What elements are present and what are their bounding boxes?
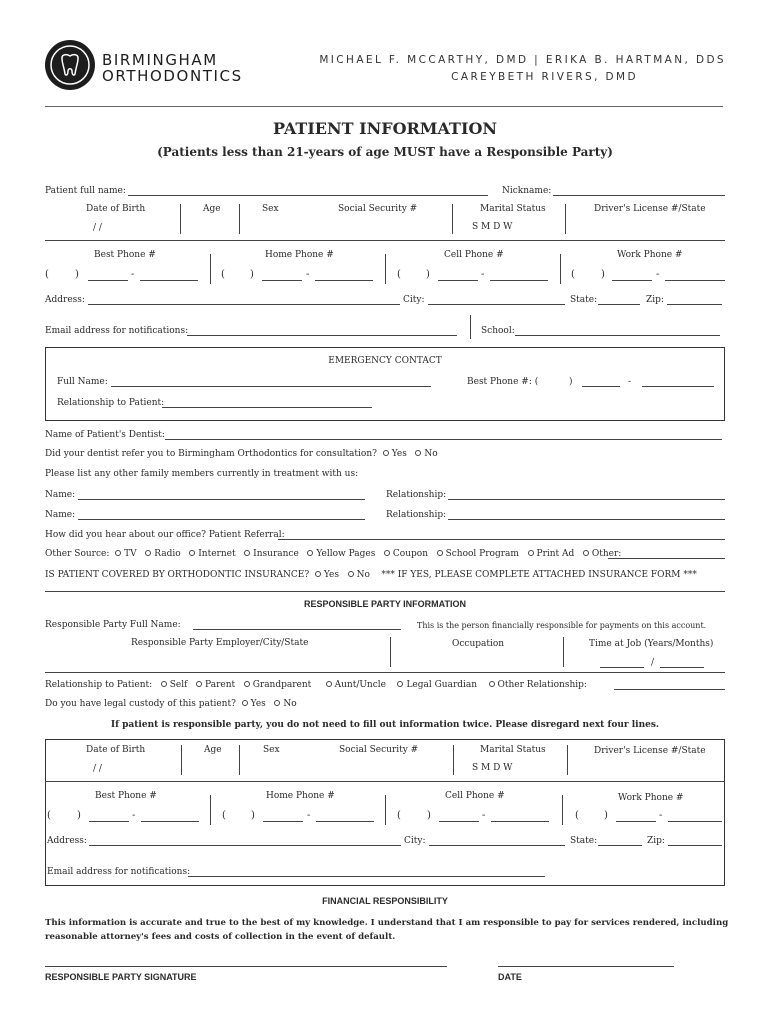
rp-cell-phone-field[interactable] (491, 821, 549, 822)
occupation-label: Occupation (452, 639, 505, 649)
emergency-name-label: Full Name: (57, 377, 108, 387)
rp-marital-label: Marital Status (480, 745, 546, 755)
page-title: PATIENT INFORMATION (273, 119, 497, 138)
employer-label: Responsible Party Employer/City/State (131, 638, 309, 648)
cell-phone-field[interactable] (438, 280, 478, 281)
rp-name-field[interactable] (193, 629, 401, 630)
referral-question: Did your dentist refer you to Birmingham Orthodontics for consultation? Yes No (45, 449, 438, 459)
custody-yes-radio[interactable] (242, 700, 248, 706)
emergency-phone-field[interactable] (582, 386, 620, 387)
rp-sex-label: Sex (263, 745, 280, 755)
phone-paren: ) (604, 810, 608, 821)
phone-dash: - (482, 810, 486, 821)
family-relationship-field[interactable] (448, 519, 725, 520)
doctors-line1: MICHAEL F. MCCARTHY, DMD | ERIKA B. HARTMAN, DDS (319, 54, 726, 66)
phone-paren: ( (397, 810, 401, 821)
phone-dash: - (656, 269, 660, 280)
rp-email-field[interactable] (188, 876, 545, 877)
address-label: Address: (45, 295, 85, 305)
rp-state-field[interactable] (598, 845, 642, 846)
rp-address-field[interactable] (89, 845, 401, 846)
custody-row: Do you have legal custody of this patient? Yes No (45, 699, 297, 709)
phone-paren: ) (251, 810, 255, 821)
phone-dash: - (307, 810, 311, 821)
signature-line[interactable] (45, 966, 447, 967)
state-label: State: (570, 295, 598, 305)
divider (210, 254, 211, 284)
row-divider (45, 781, 725, 782)
rp-home-phone-label: Home Phone # (266, 791, 335, 801)
no-radio[interactable] (415, 450, 421, 456)
row-divider (45, 240, 725, 241)
rp-cell-phone-field[interactable] (439, 821, 479, 822)
divider (210, 795, 211, 825)
rp-home-phone-field[interactable] (263, 821, 303, 822)
patient-name-field[interactable] (128, 195, 488, 196)
best-phone-label: Best Phone # (94, 250, 156, 260)
hear-label: How did you hear about our office? Patient Referral: (45, 530, 285, 540)
dentist-field[interactable] (165, 439, 722, 440)
zip-label: Zip: (646, 295, 664, 305)
legal-guardian-radio[interactable] (397, 681, 403, 687)
page-subtitle: (Patients less than 21-years of age MUST have a Responsible Party) (157, 145, 613, 159)
dob-label: Date of Birth (86, 204, 146, 214)
divider (563, 637, 564, 667)
rp-address-label: Address: (47, 836, 87, 846)
rp-dob-label: Date of Birth (86, 745, 146, 755)
address-field[interactable] (88, 304, 400, 305)
divider (560, 254, 561, 284)
divider (562, 795, 563, 825)
rp-instruction: If patient is responsible party, you do not need to fill out information twice. Please disregard next four lines. (110, 720, 660, 730)
rp-city-label: City: (404, 836, 426, 846)
divider (239, 745, 240, 775)
logo-line1: BIRMINGHAM (102, 51, 218, 69)
rp-state-label: State: (570, 836, 598, 846)
phone-paren: ) (569, 377, 573, 387)
header-divider (45, 106, 723, 107)
time-slash: / (651, 658, 655, 668)
best-phone-field[interactable] (88, 280, 128, 281)
financial-text-1: This information is accurate and true to the best of my knowledge. I understand that I am responsible to pay for services rendered, including (45, 918, 729, 928)
divider (453, 745, 454, 775)
rp-marital-options[interactable]: S M D W (472, 763, 513, 773)
nickname-label: Nickname: (502, 186, 552, 196)
emergency-relationship-field[interactable] (162, 407, 372, 408)
row-divider (45, 672, 725, 673)
rp-best-phone-label: Best Phone # (95, 791, 157, 801)
rp-cell-phone-label: Cell Phone # (445, 791, 505, 801)
doctors-line2: CAREYBETH RIVERS, DMD (451, 71, 638, 83)
nickname-field[interactable] (553, 195, 725, 196)
phone-paren: ) (77, 810, 81, 821)
rp-dob-slashes[interactable]: / / (93, 764, 102, 774)
date-label: DATE (498, 972, 522, 982)
work-phone-label: Work Phone # (617, 250, 683, 260)
dob-slashes[interactable]: / / (93, 223, 102, 233)
divider (385, 254, 386, 284)
coupon-radio[interactable] (384, 550, 390, 556)
tv-radio[interactable] (115, 550, 121, 556)
rp-zip-field[interactable] (668, 845, 722, 846)
school-field[interactable] (515, 335, 720, 336)
emergency-name-field[interactable] (111, 386, 431, 387)
grandparent-radio[interactable] (244, 681, 250, 687)
custody-no-radio[interactable] (274, 700, 280, 706)
dentist-label: Name of Patient's Dentist: (45, 430, 165, 440)
phone-dash: - (132, 810, 136, 821)
family-name-label: Name: (45, 490, 76, 500)
signature-label: RESPONSIBLE PARTY SIGNATURE (45, 972, 197, 982)
work-phone-field[interactable] (612, 280, 652, 281)
patient-name-label: Patient full name: (45, 186, 126, 196)
emergency-relationship-label: Relationship to Patient: (57, 398, 165, 408)
rp-best-phone-field[interactable] (141, 821, 199, 822)
self-radio[interactable] (161, 681, 167, 687)
rp-license-label: Driver's License #/State (594, 746, 706, 756)
age-label: Age (203, 204, 221, 214)
other-relationship-radio[interactable] (489, 681, 495, 687)
ssn-label: Social Security # (338, 204, 418, 214)
divider (181, 745, 182, 775)
financial-heading: FINANCIAL RESPONSIBILITY (322, 896, 448, 906)
radio-radio[interactable] (145, 550, 151, 556)
family-label: Please list any other family members currently in treatment with us: (45, 469, 359, 479)
rp-home-phone-field[interactable] (316, 821, 374, 822)
family-relationship-field[interactable] (448, 499, 725, 500)
phone-paren: ( (47, 810, 51, 821)
phone-paren: ) (601, 269, 605, 280)
divider (180, 204, 181, 234)
rp-email-label: Email address for notifications: (47, 867, 191, 877)
family-name-label: Name: (45, 510, 76, 520)
rp-city-field[interactable] (429, 845, 565, 846)
divider (452, 204, 453, 234)
phone-paren: ) (426, 269, 430, 280)
zip-field[interactable] (667, 304, 722, 305)
phone-paren: ( (45, 269, 49, 280)
phone-dash: - (628, 377, 632, 387)
other-source-field[interactable] (608, 558, 725, 559)
years-field[interactable] (600, 667, 644, 668)
other-radio[interactable] (583, 550, 589, 556)
insurance-no-radio[interactable] (348, 571, 354, 577)
home-phone-label: Home Phone # (265, 250, 334, 260)
phone-paren: ( (221, 269, 225, 280)
phone-paren: ) (250, 269, 254, 280)
responsible-heading: RESPONSIBLE PARTY INFORMATION (303, 599, 466, 609)
family-name-field[interactable] (78, 519, 365, 520)
state-field[interactable] (598, 304, 640, 305)
rp-work-phone-field[interactable] (668, 821, 722, 822)
phone-paren: ( (397, 269, 401, 280)
city-label: City: (403, 295, 425, 305)
phone-paren: ) (427, 810, 431, 821)
divider (385, 795, 386, 825)
section-divider (45, 591, 725, 592)
family-name-field[interactable] (78, 499, 365, 500)
family-relationship-label: Relationship: (386, 510, 447, 520)
best-phone-field[interactable] (140, 280, 198, 281)
date-line[interactable] (498, 966, 674, 967)
cell-phone-field[interactable] (490, 280, 548, 281)
rp-best-phone-field[interactable] (89, 821, 129, 822)
work-phone-field[interactable] (665, 280, 725, 281)
emergency-phone-label: Best Phone #: ( (467, 377, 539, 387)
divider (567, 745, 568, 775)
phone-dash: - (131, 269, 135, 280)
divider (565, 204, 566, 234)
cell-phone-label: Cell Phone # (444, 250, 504, 260)
phone-paren: ( (571, 269, 575, 280)
family-relationship-label: Relationship: (386, 490, 447, 500)
sex-label: Sex (262, 204, 279, 214)
other-source-row: Other Source: TV Radio Internet Insurance Yellow Pages Coupon School Program Print Ad Other: (45, 549, 622, 559)
divider (239, 204, 240, 234)
phone-dash: - (481, 269, 485, 280)
insurance-yes-radio[interactable] (315, 571, 321, 577)
school-label: School: (481, 326, 515, 336)
insurance-row: IS PATIENT COVERED BY ORTHODONTIC INSURANCE? Yes No *** IF YES, PLEASE COMPLETE ATTACHED INSURANCE FORM *** (45, 570, 697, 580)
parent-radio[interactable] (196, 681, 202, 687)
logo-line2: ORTHODONTICS (102, 67, 243, 85)
internet-radio[interactable] (189, 550, 195, 556)
rp-work-phone-label: Work Phone # (618, 793, 684, 803)
city-field[interactable] (428, 304, 565, 305)
insurance-radio[interactable] (244, 550, 250, 556)
phone-paren: ) (75, 269, 79, 280)
phone-paren: ( (575, 810, 579, 821)
school-program-radio[interactable] (437, 550, 443, 556)
marital-label: Marital Status (480, 204, 546, 214)
emergency-phone-field[interactable] (642, 386, 714, 387)
phone-dash: - (659, 810, 663, 821)
yellow-pages-radio[interactable] (307, 550, 313, 556)
rp-age-label: Age (204, 745, 222, 755)
divider (470, 315, 471, 339)
rp-zip-label: Zip: (647, 836, 665, 846)
emergency-heading: EMERGENCY CONTACT (328, 356, 442, 366)
time-at-job-label: Time at Job (Years/Months) (589, 639, 714, 649)
rp-work-phone-field[interactable] (616, 821, 656, 822)
aunt-uncle-radio[interactable] (326, 681, 332, 687)
other-relationship-field[interactable] (614, 689, 725, 690)
marital-options[interactable]: S M D W (472, 222, 513, 232)
email-field[interactable] (187, 335, 457, 336)
home-phone-field[interactable] (315, 280, 373, 281)
home-phone-field[interactable] (262, 280, 302, 281)
rp-relationship-row: Relationship to Patient: Self Parent Grandparent Aunt/Uncle Legal Guardian Other Relationship: (45, 680, 587, 690)
phone-dash: - (306, 269, 310, 280)
license-label: Driver's License #/State (594, 204, 706, 214)
financial-text-2: reasonable attorney's fees and costs of collection in the event of default. (45, 932, 396, 942)
logo-icon (45, 40, 95, 90)
rp-name-label: Responsible Party Full Name: (45, 620, 181, 630)
print-ad-radio[interactable] (528, 550, 534, 556)
rp-ssn-label: Social Security # (339, 745, 419, 755)
months-field[interactable] (660, 667, 704, 668)
email-label: Email address for notifications: (45, 326, 189, 336)
referral-field[interactable] (278, 539, 725, 540)
yes-radio[interactable] (383, 450, 389, 456)
phone-paren: ( (222, 810, 226, 821)
divider (390, 637, 391, 667)
rp-note: This is the person financially responsible for payments on this account. (417, 621, 707, 630)
